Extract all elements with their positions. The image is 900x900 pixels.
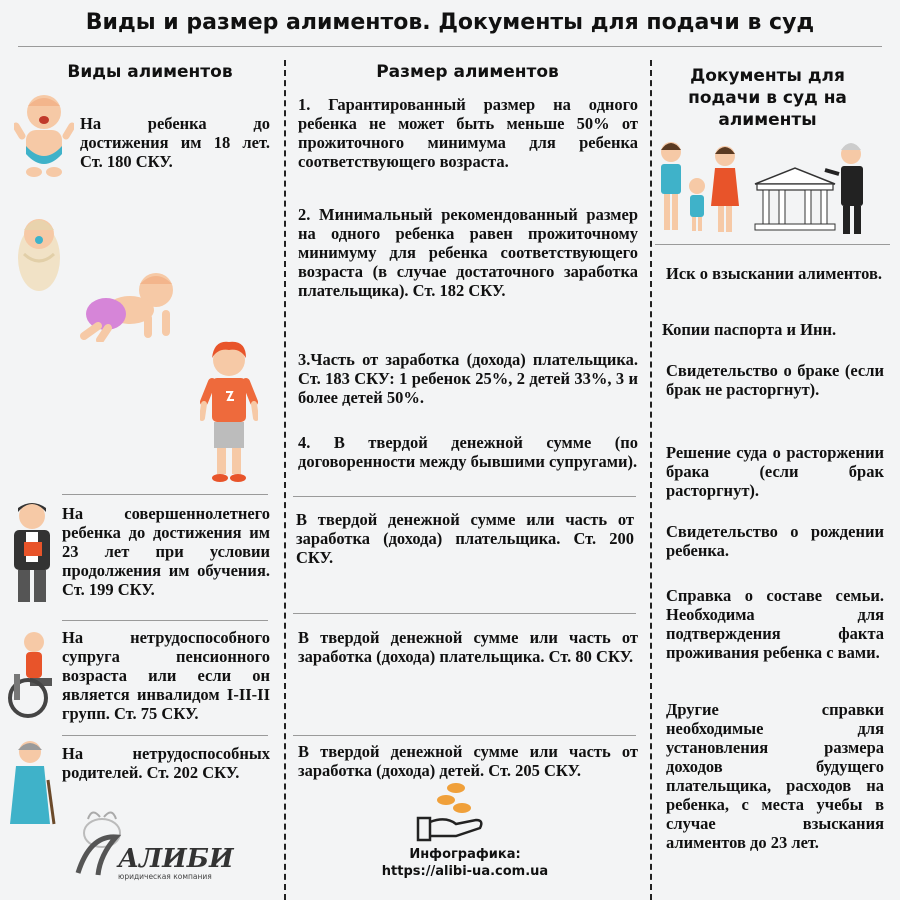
size-fixed-sum-text: 4. В твердой денежной сумме (по договоренности между бывшими супругами). — [298, 433, 638, 471]
doc-claim-text: Иск о взыскании алиментов. — [666, 264, 883, 283]
documents-heading: Документы для подачи в суд на алименты — [688, 66, 847, 130]
parents-size-text: В твердой денежной сумме или часть от заработка (дохода) детей. Ст. 205 СКУ. — [298, 742, 638, 780]
size-percent-text: 3.Часть от заработка (дохода) плательщика. Ст. 183 СКУ: 1 ребенок 25%, 2 детей 33%, 3 и более детей 50%. — [298, 350, 638, 407]
col1-divider-3 — [62, 735, 268, 736]
hand-coins-icon — [412, 778, 492, 842]
spouse-size-text: В твердой денежной сумме или часть от заработка (дохода) плательщика. Ст. 80 СКУ. — [298, 628, 638, 666]
footer-label: Инфографика: — [409, 847, 521, 862]
footer-url[interactable]: https://alibi-ua.com.ua — [381, 864, 549, 879]
col2-divider-2 — [293, 613, 636, 614]
family-court-icon — [655, 140, 885, 240]
col1-divider-1 — [62, 494, 268, 495]
doc-other-text: Другие справки необходимые для установления размера доходов будущего плательщика, расходов на ребенка, с места учебы в случае взыскания алиментов до 23 лет. — [666, 700, 884, 852]
doc-divorce-text: Решение суда о расторжении брака (если брак расторгнут). — [666, 443, 884, 500]
column-divider-2 — [650, 60, 652, 900]
col2-divider-1 — [293, 496, 636, 497]
child-under-18-text: На ребенка до достижения им 18 лет. Ст. 180 СКУ. — [80, 114, 270, 171]
size-minimum-text: 2. Минимальный рекомендованный размер на одного ребенка равен прожиточному минимуму для ребенка соответствующего возраста (в случае достаточного заработка плательщика). Ст. 182 СКУ. — [298, 205, 638, 300]
swaddled-infant-icon — [16, 210, 62, 292]
adult-student-icon — [6, 498, 58, 608]
disabled-spouse-text: На нетрудоспособного супруга пенсионного возраста или если он является инвалидом I-II-II групп. Ст. 75 СКУ. — [62, 628, 270, 723]
alimony-size-heading: Размер алиментов — [376, 62, 559, 82]
logo-tagline: юридическая компания — [118, 872, 212, 881]
column-divider-1 — [284, 60, 286, 900]
elderly-parent-icon — [6, 740, 58, 830]
alimony-types-heading: Виды алиментов — [67, 62, 233, 82]
wheelchair-icon — [6, 630, 58, 720]
child-boy-icon — [200, 340, 258, 485]
title-divider — [18, 46, 882, 47]
alibi-logo — [70, 805, 250, 885]
page-title: Виды и размер алиментов. Документы для подачи в суд — [85, 10, 815, 35]
doc-family-text: Справка о составе семьи. Необходима для подтверждения факта проживания ребенка с вами. — [666, 586, 884, 662]
crawling-baby-icon — [78, 270, 188, 342]
crying-baby-icon — [14, 92, 74, 180]
col2-divider-3 — [293, 735, 636, 736]
col3-divider — [655, 244, 890, 245]
adult-child-size-text: В твердой денежной сумме или часть от заработка (дохода) плательщика. Ст. 200 СКУ. — [296, 510, 634, 567]
elderly-parents-text: На нетрудоспособных родителей. Ст. 202 СКУ. — [62, 744, 270, 782]
doc-birth-text: Свидетельство о рождении ребенка. — [666, 522, 884, 560]
doc-marriage-text: Свидетельство о браке (если брак не расторгнут). — [666, 361, 884, 399]
adult-child-text: На совершеннолетнего ребенка до достижения им 23 лет при условии продолжения им обучения. Ст. 199 СКУ. — [62, 504, 270, 599]
col1-divider-2 — [62, 620, 268, 621]
doc-passport-text: Копии паспорта и Инн. — [662, 320, 837, 339]
logo-name: АЛИБИ — [118, 844, 234, 874]
size-guaranteed-text: 1. Гарантированный размер на одного ребенка не может быть меньше 50% от прожиточного минимума для ребенка соответствующего возраста. — [298, 95, 638, 171]
